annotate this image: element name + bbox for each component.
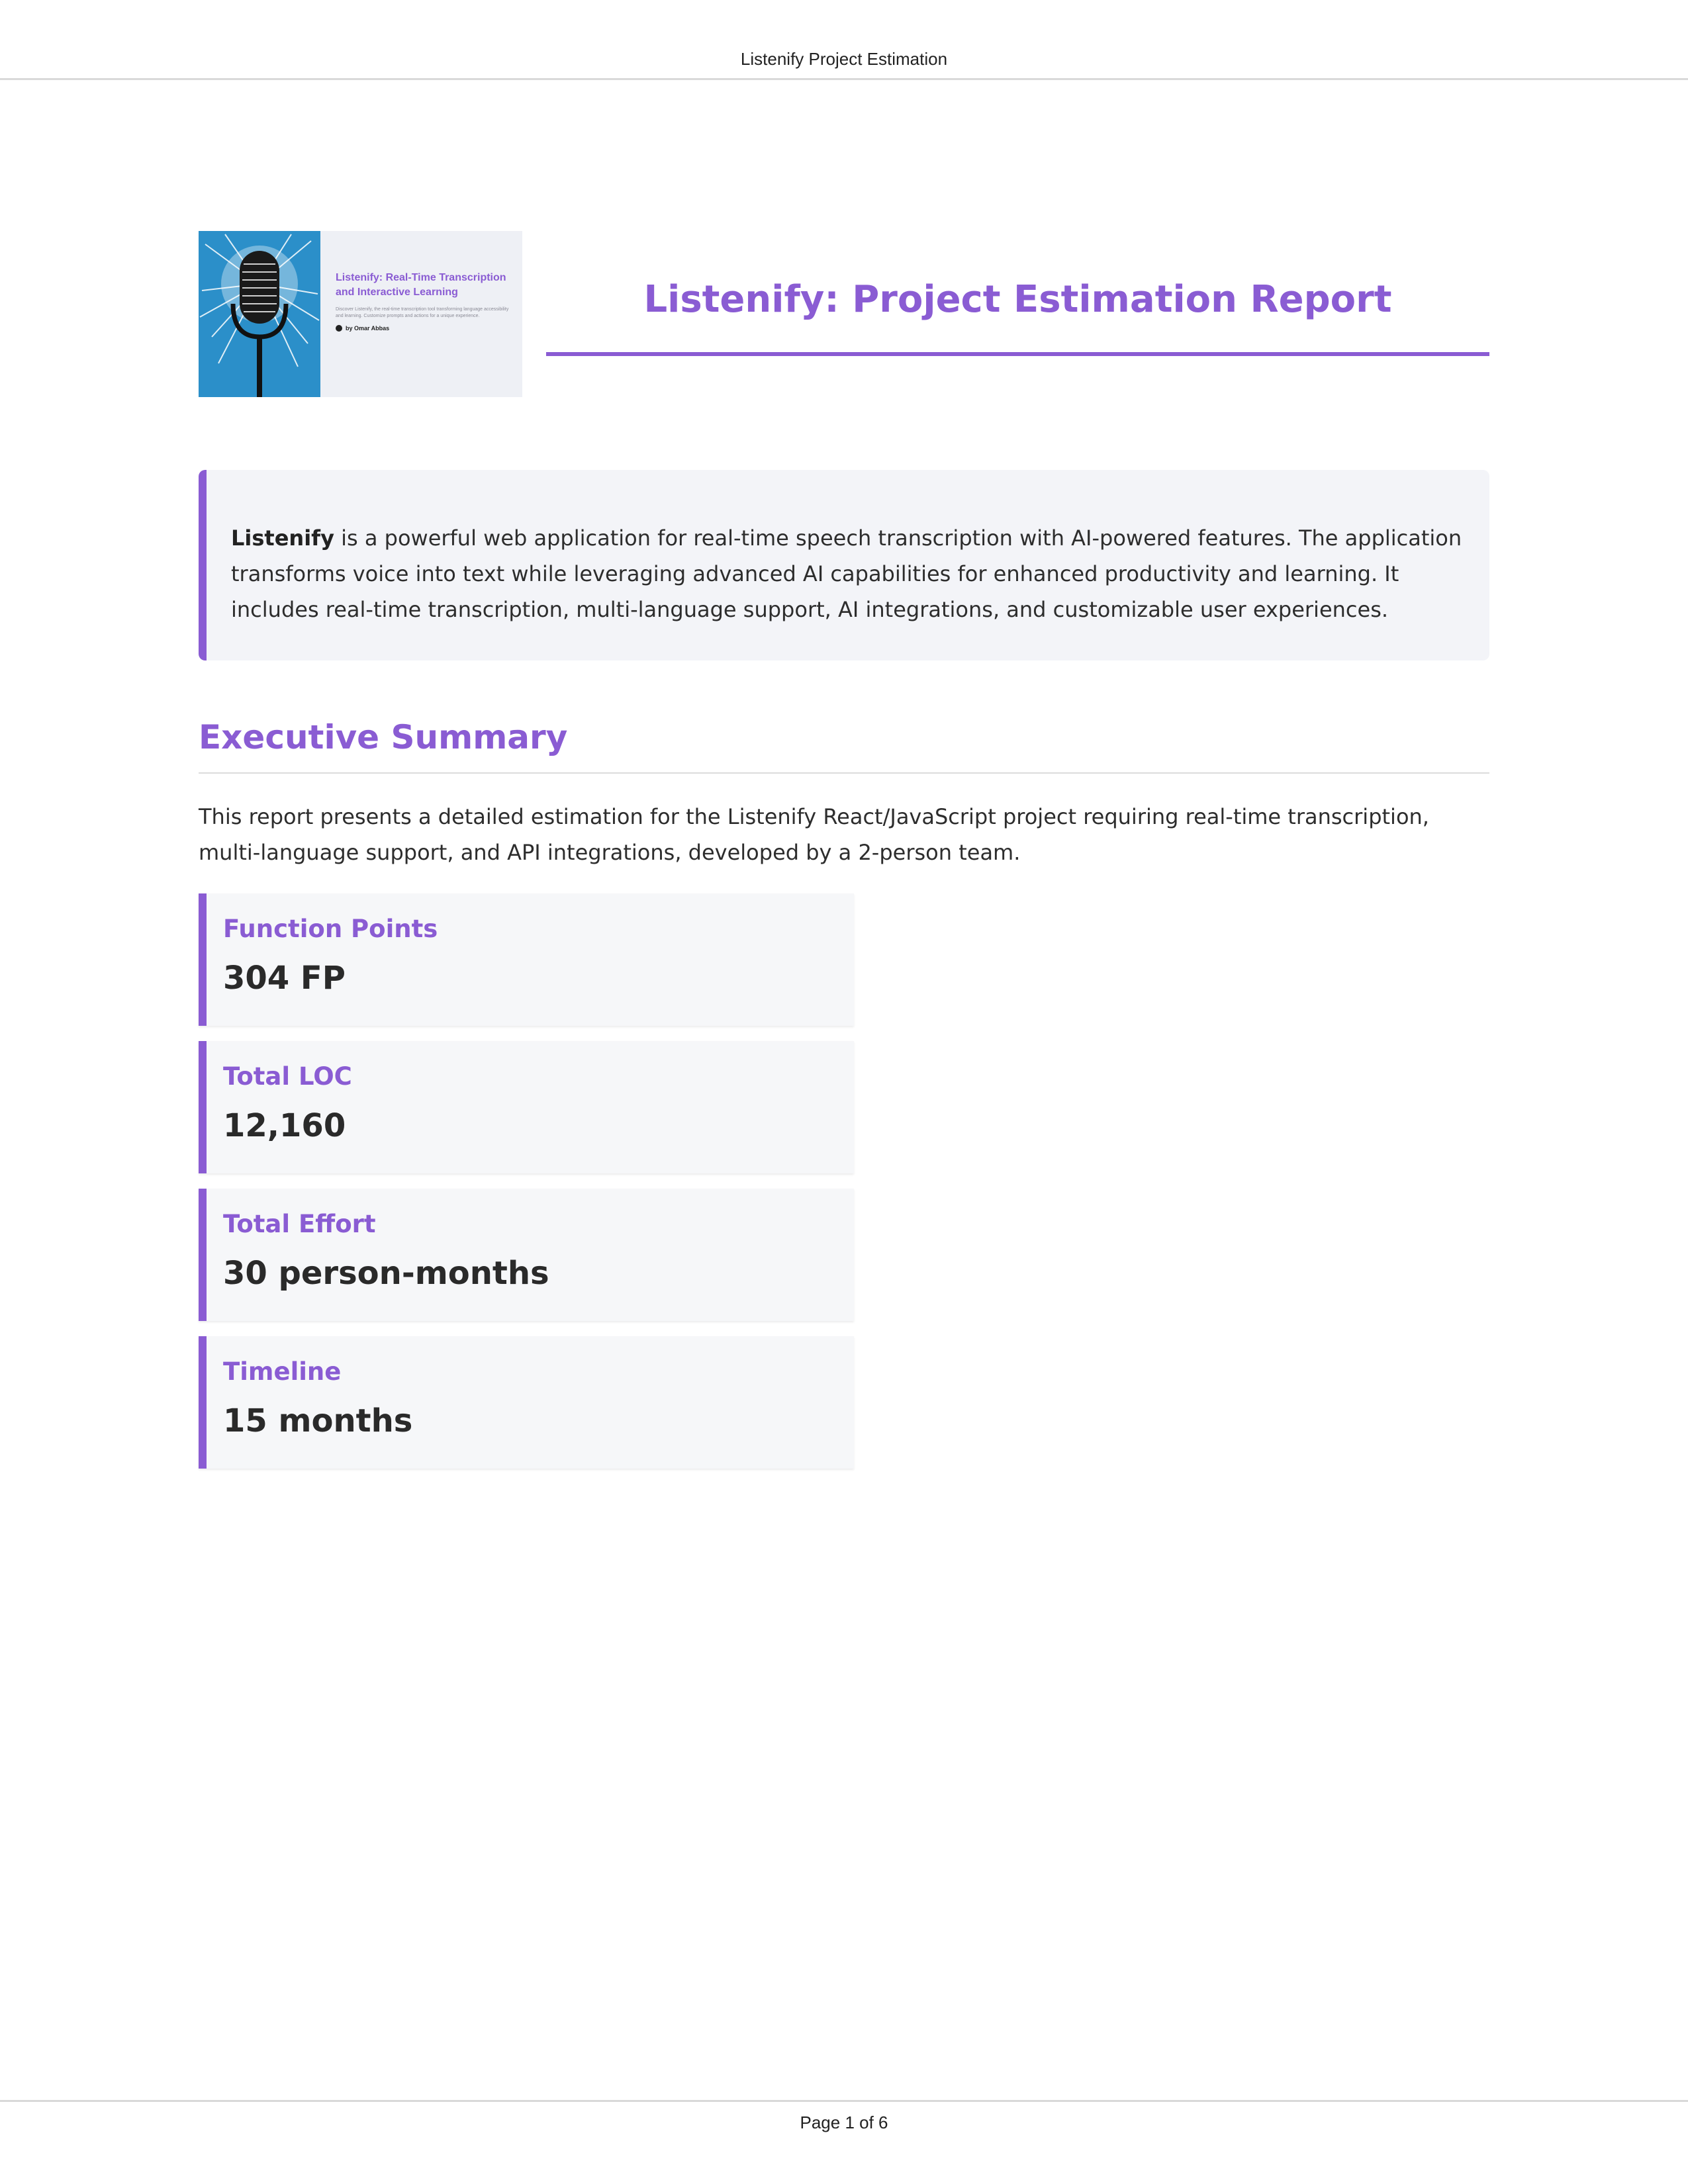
intro-body: is a powerful web application for real-time speech transcription with AI-powered features. The application transforms voice into text while leveraging advanced AI capabilities for enhanced productivity and learning. It includes real-time transcription, multi-language support, AI integrations, and customizable user experiences. <box>231 525 1462 622</box>
report-title: Listenify: Project Estimation Report <box>643 278 1392 321</box>
thumbnail-text <box>336 271 509 332</box>
thumbnail-title: Listenify: Real-Time Transcription and Interactive Learning <box>336 272 506 298</box>
intro-paragraph <box>231 520 1476 627</box>
intro-callout <box>199 470 1489 660</box>
metric-card-total-effort <box>199 1189 854 1321</box>
metric-label: Timeline <box>223 1357 342 1386</box>
metric-label: Function Points <box>223 915 438 943</box>
author-avatar-icon <box>336 325 342 332</box>
metric-value: 12,160 <box>223 1107 346 1144</box>
title-underline <box>546 352 1489 356</box>
metric-value: 15 months <box>223 1402 413 1439</box>
intro-brand: Listenify <box>231 525 334 551</box>
metric-value: 30 person-months <box>223 1255 549 1292</box>
running-header <box>0 0 1688 80</box>
metric-label: Total LOC <box>223 1062 352 1091</box>
microphone-icon <box>199 231 320 397</box>
thumbnail-author-name: by Omar Abbas <box>346 325 390 332</box>
metric-card-function-points <box>199 893 854 1026</box>
running-header-title: Listenify Project Estimation <box>740 49 948 69</box>
metric-card-timeline <box>199 1336 854 1469</box>
running-footer <box>0 2100 1688 2184</box>
cover-thumbnail <box>199 231 522 397</box>
thumbnail-author <box>336 325 509 332</box>
executive-summary-text: This report presents a detailed estimation for the Listenify React/JavaScript project requiring real-time transcription, multi-language support, and API integrations, developed by a 2-person team. <box>199 804 1429 865</box>
thumbnail-description: Discover Listenify, the real-time transcription tool transforming language accessibility and learning. Customize prompts and actions for a unique experience. <box>336 307 509 318</box>
metric-card-total-loc <box>199 1041 854 1173</box>
page-number: Page 1 of 6 <box>800 2113 888 2132</box>
executive-summary-heading: Executive Summary <box>199 718 568 756</box>
metric-value: 304 FP <box>223 960 346 997</box>
microphone-illustration <box>199 231 320 397</box>
section-divider <box>199 772 1489 774</box>
metric-label: Total Effort <box>223 1210 376 1238</box>
